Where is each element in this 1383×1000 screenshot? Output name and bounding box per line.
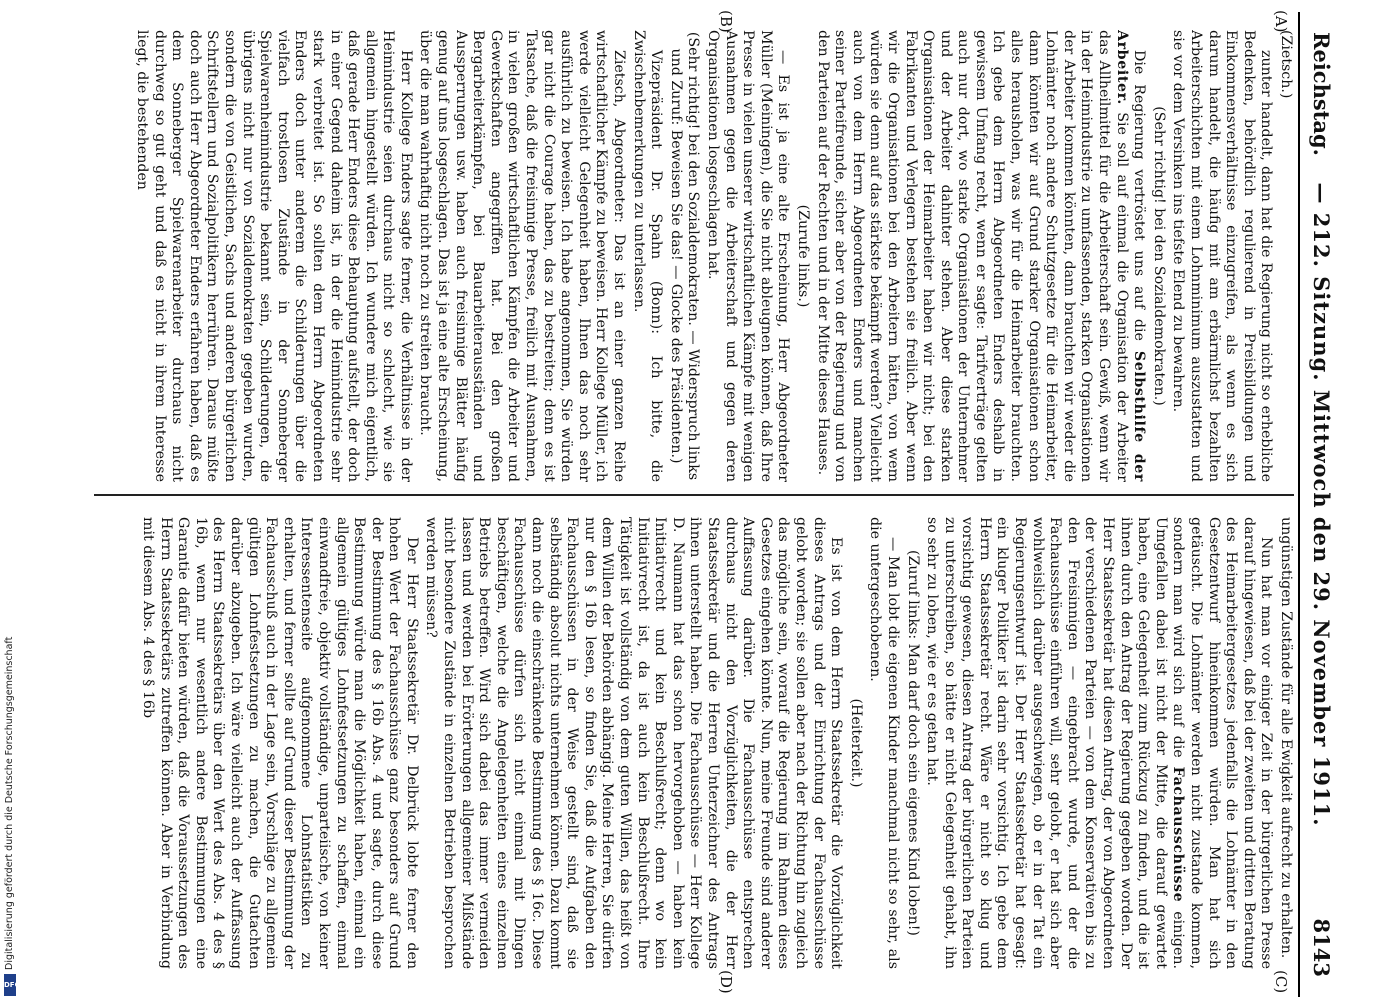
speaker-label: (Zietsch.) — [1278, 30, 1294, 99]
paragraph: — Man lobt die eigenen Kinder manchmal nicht so sehr, als die untergeschobenen. — [867, 517, 901, 969]
interjection: (Zurufe links.) — [794, 204, 811, 308]
interjection: (Sehr richtig! bei den Sozialdemokraten.) — [1150, 106, 1167, 406]
paragraph: Der Herr Staatssekretär Dr. Delbrück lobte ferner den hohen Wert der Fachausschüsse ganz besonders auf Grund der Bestimmung des § 16b Abs. 4 und sagte, durch diese Bestimmung würde man die Möglichkeit haben, einmal ein allgemein gültiges Lohnfestsetzungen zu schaffen, einmal einwandfreie, objektiv vollständige, unparteiische, von keiner Interessentenseite aufgenommene Lohnstatistiken zu erhalten, und ferner sollte auf Grund dieser Bestimmung der Fachausschuß auch in der Lage sein, Vorschläge zu allgemein gültigen Lohnfestsetzungen zu machen, die Gutachten darüber abzugeben. Ich wäre vielleicht auch der Auffassung des Herrn Staatssekretärs über den Wert des Abs. 4 des § 16b, wenn nur wesentlich andere Bestimmungen eine Garantie dafür bieten würden, daß die Voraussetzungen des Herrn Staatssekretärs zutreffen können. Aber in Verbindung mit diesem Abs. 4 des § 16b — [140, 517, 420, 969]
paragraph: Herr Kollege Enders sagte ferner, die Verhältnisse in der Heimindustrie seien durchaus nicht so schlecht, wie sie allgemein hingestellt würden. Ich wundere mich eigentlich, daß gerade Herr Enders diese Behauptung aufstellt, der doch in einer Gegend daheim ist, in der die Heimindustrie sehr stark verbreitet ist. So sollten dem Herrn Abgeordneten Enders doch unter anderem die Schilderungen über die vielfach trostlosen Zustände in der Sonneberger Spielwarenheimindustrie bekannt sein, Schilderungen, die übrigens nicht nur von Sozialdemokraten gegeben wurden, sondern die von Geistlichen, Sachs und anderen bürgerlichen Schriftstellern und Sozialpolitikern herrühren. Daraus müßte doch auch Herr Abgeordneter Enders erfahren haben, daß es dem Sonneberger Spielwarenarbeiter durchaus nicht durchweg so gut geht und daß es nicht in ihrem Interesse liegt, die bestehenden — [134, 30, 414, 482]
interjection: (Zuruf links: Man darf doch sein eigenes Kind loben!) — [904, 550, 921, 936]
page-number: 8143 — [1309, 918, 1334, 977]
right-text-column — [54, 517, 1294, 969]
paragraph: zunter handelt, dann hat die Regierung nicht so erhebliche Bedenken, behördlich regulierend in Preisbildungen und Einkommensverhältnisse einzugreifen, als wenn es sich darum handelt, die häufig mit am erbärmlichst bezahlten Arbeiterschichten mit einem Lohnminimum auszustatten und sie vor dem Versinken ins tiefste Elend zu bewahren. — [1170, 30, 1275, 482]
president-remark: Vizepräsident Dr. Spahn (Bonn): Ich bitte, die Zwischenbemerkungen zu unterlassen. — [630, 30, 665, 482]
paragraph: ungünstigen Zustände für alle Ewigkeit aufrecht zu erhalten. — [1278, 517, 1294, 959]
column-divider — [94, 494, 1294, 496]
emphasis: Fachausschüsse — [1170, 766, 1187, 903]
dfg-logo: DFG — [4, 974, 16, 996]
rotated-page — [40, 12, 1340, 997]
paragraph: Die Regierung vertröstet uns auf die Selbsthilfe der Arbeiter. Sie soll auf einmal die Organisation der Arbeiter das Allheilmittel für die Arbeiterschaft sein. Gewiß, wenn wir in der Heimindustrie zu umfassenden, starken Organisationen der Arbeiter kommen könnten, dann brauchten wir weder die Lohnämter noch andere Schutzgesetze für die Heimarbeiter, dann könnten wir auf Grund starker Organisationen schon alles herausholen, was wir für die Heimarbeiter brauchten. Ich gebe dem Herrn Abgeordneten Enders deshalb in gewissem Umfang recht, wenn er sagte: Tarifverträge gelten auch nur dort, wo starke Organisationen der Unternehmer und der Arbeiter dahinter stehen. Aber diese starken Organisationen der Heimarbeiter haben wir nicht; bei den Fabrikanten und Verlegern bestehen sie freilich. Aber wenn wir die Organisationen bei den Arbeitern hätten, von wem würden sie denn auf das stärkste bekämpft werden? Vielleicht auch von dem Herrn Abgeordneten Enders und manchen seiner Parteifreunde, sicher aber von der Regierung und von den Parteien auf der Rechten und in der Mitte dieses Hauses. — [814, 30, 1148, 482]
digitization-credit — [4, 1, 21, 996]
margin-mark-d: (D) — [717, 970, 735, 994]
left-text-column — [54, 30, 1294, 482]
header-chamber: Reichstag. — [1309, 32, 1334, 156]
interjection: (Sehr richtig! bei den Sozialdemokraten. — Widerspruch links und Zuruf: Beweisen Sie das! — Glocke des Präsidenten.) — [667, 31, 702, 481]
interjection: (Heiterkeit.) — [847, 698, 864, 788]
credit-text: Digitalisierung gefördert durch die Deutsche Forschungsgemeinschaft — [4, 636, 15, 970]
margin-mark-a: (A) — [1272, 10, 1290, 33]
header-session-title: — 212. Sitzung. Mittwoch den 29. November 1911. — [1309, 182, 1334, 827]
paragraph: Es ist von dem Herrn Staatssekretär die Vorzüglichkeit dieses Antrags und der Einrichtung der Fachausschüsse gelobt worden; sie sollen aber nach der Richtung hin zugleich das mögliche sein, worauf die Regierung im Rahmen dieses Gesetzes eingehen könnte. Nun, meine Freunde sind anderer Auffassung darüber. Die Fachausschüsse entsprechen durchaus nicht den Vorzüglichkeiten, die der Herr Staatssekretär und die Herren Unterzeichner des Antrags ihnen unterstellt haben. Die Fachausschüsse — Herr Kollege D. Naumann hat das schon hervorgehoben — haben kein Initiativrecht und kein Beschlußrecht; denn wo kein Initiativrecht ist, da ist auch kein Beschlußrecht. Ihre Tätigkeit ist vollständig von dem guten Willen, das heißt von dem Willen der Behörden abhängig. Meine Herren, Sie dürfen nur den § 16b lesen, so finden Sie, daß die Aufgaben den Fachausschüssen in der Weise gestellt sind, daß sie selbständig absolut nichts unternehmen können. Dazu kommt dann noch die einschränkende Bestimmung des § 16c. Diese Fachausschüsse dürfen sich nicht einmal mit Dingen beschäftigen, welche die Angelegenheiten eines einzelnen Betriebs betreffen. Wird sich dabei das immer vermeiden lassen und werden bei Erörterungen allgemeiner Mißstände nicht besondere Zustände in einzelnen Betrieben besprochen werden müssen? — [423, 517, 845, 969]
paragraph: Nun hat man vor einiger Zeit in der bürgerlichen Presse darauf hingewiesen, daß bei der zweiten und dritten Beratung des Heimarbeitergesetzes jedenfalls die Lohnämter in den Gesetzentwurf hineinkommen würden. Man hat sich getäuscht. Die Lohnämter werden nicht zustande kommen, sondern man wird sich auf die Fachausschüsse einigen. Umgefallen dabei ist nicht der Mitte, die darauf gewartet haben, eine Gelegenheit zum Rückzug zu finden, und die ist ihnen durch den Antrag der Regierung gegeben worden. Der Herr Staatssekretär hat diesen Antrag, der von Abgeordneten der verschiedenen Parteien — von dem Konservativen bis zu den Freisinnigen — eingebracht wurde, und der die Fachausschüsse einführen will, sehr gelobt, er hat sich aber wohlweislich darüber ausgeschwiegen, ob er in der Tat ein Regierungsentwurf ist. Der Herr Staatssekretär hat gesagt: ein kluger Politiker ist darin sehr vorsichtig. Ich gebe dem Herrn Staatssekretär recht. Wäre er nicht so klug und vorsichtig gewesen, diesen Antrag der bürgerlichen Parteien zu unterschreiben, so hätte er nicht Gelegenheit gehabt, ihn so sehr zu loben, wie er es getan hat. — [924, 517, 1275, 969]
page-header — [1298, 12, 1340, 997]
paragraph: Zietsch, Abgeordneter: Das ist an einer ganzen Reihe wirtschaftlicher Kämpfe zu beweisen. Herr Kollege Müller, ich werde vielleicht Gelegenheit haben, Ihnen das noch sehr ausführlich zu beweisen. Ich habe angenommen, Sie würden gar nicht die Courage haben, das zu bestreiten; denn es ist Tatsache, daß die freisinnige Presse, freilich mit Ausnahmen, in vielen großen wirtschaftlichen Kämpfen die Arbeiter und Gewerkschaften angegriffen hat. Bei den großen Bergarbeiterkämpfen, bei Bauarbeiterausständen und Aussperrungen usw. haben auch freisinnige Blätter häufig genug auf uns losgeschlagen. Das ist ja eine alte Erscheinung, über die man wahrhaftig nicht noch zu streiten braucht. — [417, 30, 628, 482]
emphasis: Selbsthilfe der Arbeiter. — [1113, 30, 1148, 482]
margin-mark-c: (C) — [1272, 970, 1290, 994]
paragraph: — Es ist ja eine alte Erscheinung, Herr Abgeordneter Müller (Meiningen), die Sie nicht ableugnen können, daß Ihre Presse in vielen unserer wirtschaftlichen Kämpfe mit wenigen Ausnahmen gegen die Arbeiterschaft und gegen deren Organisationen losgeschlagen hat. — [705, 30, 792, 482]
margin-mark-b: (B) — [717, 10, 735, 33]
